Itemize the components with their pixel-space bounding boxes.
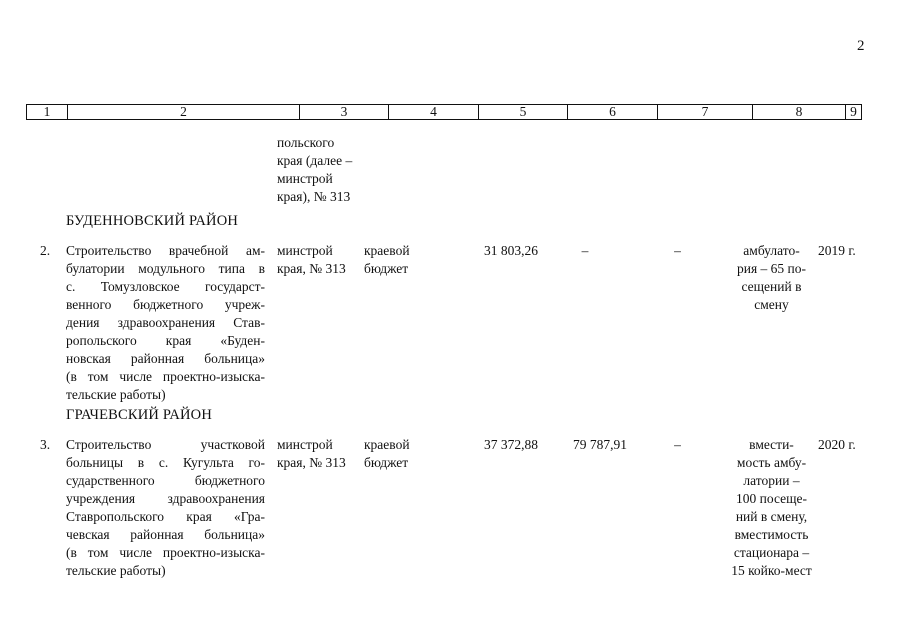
row-number: 2. xyxy=(40,243,51,258)
text-line: венного бюджетного учреж- xyxy=(66,297,265,312)
continuation-customer xyxy=(277,134,367,206)
text-line: (в том числе проектно-изыска- xyxy=(66,369,265,384)
object-name xyxy=(66,242,265,404)
customer xyxy=(277,436,361,472)
text-line: Строительство участковой xyxy=(66,437,265,452)
text-line: дения здравоохранения Став- xyxy=(66,315,265,330)
header-col-1: 1 xyxy=(43,104,51,119)
text-line: бюджет xyxy=(364,455,409,470)
capacity xyxy=(722,436,821,580)
text-line: (в том числе проектно-изыска- xyxy=(66,545,265,560)
col5-value: 31 803,26 xyxy=(484,243,538,258)
text-line: смену xyxy=(754,297,789,312)
text-line: края, № 313 xyxy=(277,261,346,276)
text-line: 100 посеще- xyxy=(736,491,807,506)
text-line: с. Томузловское государст- xyxy=(66,279,265,294)
text-line: булатории модульного типа в xyxy=(66,261,265,276)
capacity xyxy=(725,242,818,314)
text-line: стационара – xyxy=(733,545,810,560)
text-line: новская районная больница» xyxy=(66,351,265,366)
header-col-5: 5 xyxy=(478,105,567,119)
header-col-3: 3 xyxy=(299,105,388,119)
text-line: рия – 65 по- xyxy=(736,261,807,276)
text-line: тельские работы) xyxy=(66,563,166,578)
text-line: Строительство врачебной ам- xyxy=(66,243,265,258)
funding-source xyxy=(364,436,444,472)
header-col-8: 8 xyxy=(752,105,845,119)
object-name xyxy=(66,436,265,580)
text-line: краевой xyxy=(364,437,410,452)
row-number: 3. xyxy=(40,437,51,452)
header-col-4: 4 xyxy=(388,105,478,119)
col7-value: – xyxy=(674,437,681,452)
text-line: края), № 313 xyxy=(277,189,351,204)
section-title-budennovsky: БУДЕННОВСКИЙ РАЙОН xyxy=(66,213,239,229)
table-header-row xyxy=(26,104,862,120)
completion-year: 2019 г. xyxy=(818,243,856,258)
text-line: мость амбу- xyxy=(736,455,807,470)
text-line: минстрой xyxy=(277,437,333,452)
customer xyxy=(277,242,361,278)
text-line: ропольского края «Буден- xyxy=(66,333,265,348)
text-line: тельские работы) xyxy=(66,387,166,402)
text-line: минстрой xyxy=(277,171,333,186)
text-line: сударственного бюджетного xyxy=(66,473,265,488)
col7-value: – xyxy=(674,243,681,258)
completion-year: 2020 г. xyxy=(818,437,856,452)
text-line: краевой xyxy=(364,243,410,258)
page-number: 2 xyxy=(857,38,865,54)
text-line: больницы в с. Кугульта го- xyxy=(66,455,265,470)
text-line: края (далее – xyxy=(277,153,353,168)
text-line: польского xyxy=(277,135,335,150)
text-line: учреждения здравоохранения xyxy=(66,491,265,506)
col5-value: 37 372,88 xyxy=(484,437,538,452)
header-col-7: 7 xyxy=(657,105,752,119)
text-line: бюджет xyxy=(364,261,409,276)
text-line: латории – xyxy=(743,473,800,488)
col6-value: – xyxy=(581,243,589,258)
text-line: Ставропольского края «Гра- xyxy=(66,509,265,524)
text-line: вместимость xyxy=(734,527,809,542)
text-line: минстрой xyxy=(277,243,333,258)
text-line: амбулато- xyxy=(743,243,800,258)
text-line: ний в смену, xyxy=(735,509,808,524)
text-line: вмести- xyxy=(749,437,794,452)
header-col-2: 2 xyxy=(67,105,299,119)
header-col-6: 6 xyxy=(567,105,657,119)
funding-source xyxy=(364,242,444,278)
text-line: 15 койко-мест xyxy=(731,563,812,578)
section-title-grachevsky: ГРАЧЕВСКИЙ РАЙОН xyxy=(66,407,213,423)
col6-value: 79 787,91 xyxy=(573,437,627,452)
header-col-9: 9 xyxy=(845,105,861,119)
text-line: чевская районная больница» xyxy=(66,527,265,542)
text-line: сещений в xyxy=(741,279,802,294)
text-line: края, № 313 xyxy=(277,455,346,470)
